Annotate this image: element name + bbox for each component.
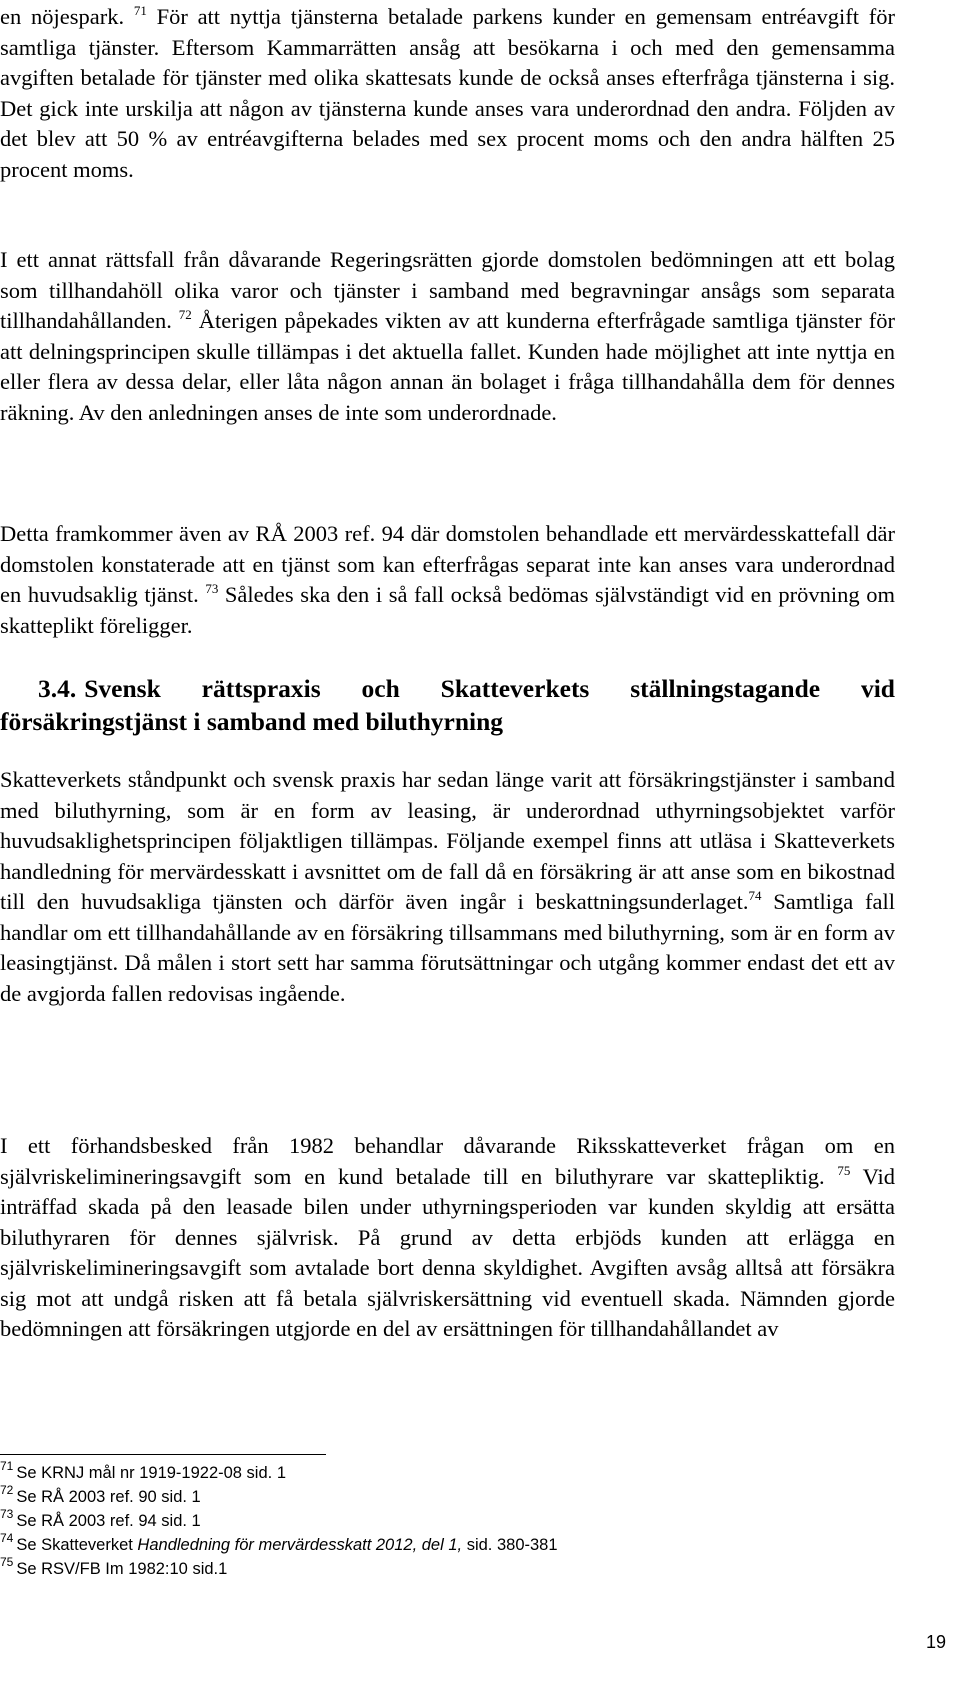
footnote-number: 71 xyxy=(0,1459,14,1473)
text-run: För att nyttja tjänsterna betalade parkens kunder en gemensam entréavgift för samtliga tjänster. Eftersom Kammarrätten ansåg att besökarna i och med den gemensamma avgiften betalade för tjänster med olika skattesats kunde de också anses efterfråga tjänsterna i sig. Det gick inte urskilja att någon av tjänsterna kunde anses vara underordnad den andra. Följden av det blev att 50 % av entréavgifterna belades med sex procent moms och den andra hälften 25 procent moms. xyxy=(0,4,895,182)
text-run: Återigen påpekades vikten av att kunderna efterfrågade samtliga tjänster för att delningsprincipen skulle tillämpas i det aktuella fallet. Kunden hade möjlighet att inte nyttja en eller flera av dessa delar, eller låta någon annan än bolaget i fråga tillhandahålla dem för dennes räkning. Av den anledningen anses de inte som underordnade. xyxy=(0,308,895,425)
text-run: Se RSV/FB Im 1982:10 sid.1 xyxy=(16,1560,228,1578)
footnote xyxy=(0,1461,900,1485)
paragraph xyxy=(0,245,895,428)
footnote-ref: 75 xyxy=(837,1162,851,1178)
italic-text: Handledning för mervärdesskatt 2012, del 1, xyxy=(137,1536,463,1554)
text-run: I ett annat rättsfall från dåvarande Regeringsrätten gjorde domstolen bedömningen att ett bolag som tillhandahöll olika varor och tjänster i samband med begravningar ansågs som separata tillhandahållanden. xyxy=(0,247,895,333)
footnote-number: 72 xyxy=(0,1483,14,1497)
paragraph xyxy=(0,765,895,1009)
text-run: I ett förhandsbesked från 1982 behandlar dåvarande Riksskatteverket frågan om en självriskelimineringsavgift som en kund betalade till en biluthyrare var skattepliktig. xyxy=(0,1133,895,1189)
text-run: Vid inträffad skada på den leasade bilen under uthyrningsperioden var kunden skyldig att ersätta biluthyraren för dennes självrisk. På grund av detta erbjöds kunden att erlägga en självriskelimineringsavgift som avtalade bort denna skyldighet. Avgiften avsåg alltså att försäkra sig mot att undgå risken att få betala självriskersättning vid eventuell skada. Nämnden gjorde bedömningen att försäkringen utgjorde en del av ersättningen för tillhandahållandet av xyxy=(0,1163,895,1341)
footnote xyxy=(0,1485,900,1509)
footnote xyxy=(0,1509,900,1533)
text-run: Detta framkommer även av RÅ 2003 ref. 94 där domstolen behandlade ett mervärdesskattefall där domstolen konstaterade att en tjänst som kan efterfrågas separat inte kan anses vara underordnad en huvudsaklig tjänst. xyxy=(0,521,895,607)
text-run: en nöjespark. xyxy=(0,4,134,29)
text-run: Se RÅ 2003 ref. 94 sid. 1 xyxy=(16,1512,201,1530)
section-title: Svensk rättspraxis och Skatteverkets ställningstagande vid försäkringstjänst i samband med biluthyrning xyxy=(0,674,895,736)
paragraph xyxy=(0,2,895,185)
footnote xyxy=(0,1533,900,1557)
footnote-ref: 73 xyxy=(205,581,219,596)
footnote-number: 75 xyxy=(0,1555,14,1569)
text-run: Se KRNJ mål nr 1919-1922-08 sid. 1 xyxy=(16,1464,286,1482)
footnote-ref: 71 xyxy=(133,3,147,18)
section-heading xyxy=(0,672,895,738)
text-run: Se RÅ 2003 ref. 90 sid. 1 xyxy=(16,1488,201,1506)
footnote xyxy=(0,1557,900,1581)
footnote-divider xyxy=(0,1454,326,1455)
text-run: Således ska den i så fall också bedömas självständigt vid en prövning om skatteplikt föreligger. xyxy=(0,582,895,638)
paragraph xyxy=(0,519,895,641)
footnote-ref: 72 xyxy=(178,307,192,322)
footnotes xyxy=(0,1461,900,1581)
text-run: Skatteverkets ståndpunkt och svensk praxis har sedan länge varit att försäkringstjänster i samband med biluthyrning, som är en form av leasing, är underordnad uthyrningsobjektet varför huvudsaklighetsprincipen följaktligen tillämpas. Följande exempel finns att utläsa i Skatteverkets handledning för mervärdesskatt i avsnittet om de fall då en försäkring är att anse som en bikostnad till den huvudsakliga tjänsten och därför även ingår i beskattningsunderlaget. xyxy=(0,767,895,914)
footnote-number: 74 xyxy=(0,1531,14,1545)
text-run: Se Skatteverket xyxy=(16,1536,138,1554)
page-number: 19 xyxy=(925,1632,946,1652)
text-run: Samtliga fall handlar om ett tillhandahållande av en försäkring tillsammans med biluthyrning, som är en form av leasingtjänst. Då målen i stort sett har samma förutsättningar och utgång kommer endast det ett av de avgjorda fallen redovisas ingående. xyxy=(0,889,895,1006)
text-run: sid. 380-381 xyxy=(462,1536,558,1554)
footnote-number: 73 xyxy=(0,1507,14,1521)
section-number: 3.4. xyxy=(38,674,77,703)
footnote-ref: 74 xyxy=(748,888,762,903)
paragraph xyxy=(0,1131,895,1345)
